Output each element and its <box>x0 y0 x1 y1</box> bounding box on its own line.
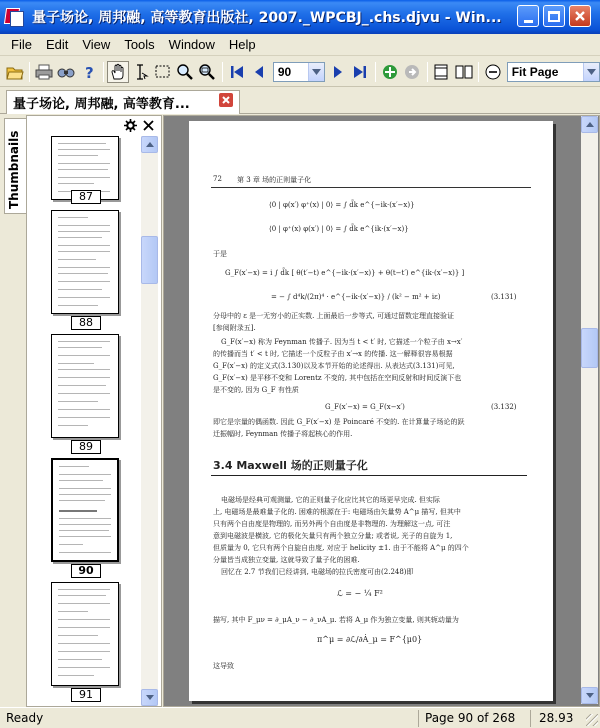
equation: ℒ = − ¼ F² <box>337 589 383 598</box>
next-page-icon[interactable] <box>327 61 348 83</box>
menu-bar <box>0 34 600 56</box>
thumbnails-side-tab-label: Thumbnails <box>7 130 21 209</box>
page-header-title: 第 3 章 场的正则量子化 <box>237 176 312 184</box>
paragraph-line: 是不变的, 因为 G_F 有性质 <box>213 386 299 394</box>
document-scrollbar[interactable] <box>581 116 598 704</box>
thumbnail-label-selected[interactable]: 90 <box>71 564 101 578</box>
page-header-number: 72 <box>213 175 222 183</box>
paragraph-line: 但质量为 0, 它只有两个自旋自由度, 对应于 helicity ±1. 由于不能将 A^μ 的四个 <box>213 544 469 552</box>
zoom-combo[interactable] <box>507 62 600 82</box>
maximize-button[interactable] <box>543 5 565 27</box>
thumbnails-header <box>27 116 161 136</box>
window-title: 量子场论, 周邦融, 高等教育出版社, 2007._WPCBJ_.chs.djvu - Win... <box>32 10 502 26</box>
paragraph-line: G_F(x′−x) 的定义式(3.130)以及本节开始的论述得出. 从表达式(3.131)可见, <box>213 362 455 370</box>
paragraph-line: 描写, 其中 F_μν = ∂_μA_ν − ∂_νA_μ. 若将 A_μ 作为独立变量, 则其轭动量为 <box>213 616 459 624</box>
thumbnail-label[interactable]: 91 <box>71 688 101 702</box>
gear-icon[interactable] <box>124 119 137 135</box>
position-readout: 28.93 <box>530 710 586 727</box>
document-view[interactable] <box>163 115 600 707</box>
select-text-icon[interactable] <box>130 61 151 83</box>
scroll-down-icon[interactable] <box>141 689 158 706</box>
equation: π^μ = ∂ℒ/∂Ȧ_μ = F^{μ0} <box>317 635 423 644</box>
paragraph-line: [参阅附录五]. <box>213 324 256 332</box>
help-icon[interactable] <box>78 61 99 83</box>
thumbnail-page-selected[interactable] <box>51 458 119 562</box>
paragraph-line: G_F(x′−x) 是平移不变和 Lorentz 不变的, 其中包括在空间反射和时间反演下也 <box>213 374 462 382</box>
equation: ⟨0 | φ⁺(x) φ(x′) | 0⟩ = ∫ d̃k e^{ik·(x′−x)} <box>269 225 409 233</box>
select-rect-icon[interactable] <box>152 61 173 83</box>
close-tab-icon[interactable] <box>219 93 233 107</box>
equation: ⟨0 | φ(x′) φ⁺(x) | 0⟩ = ∫ d̃k e^{−ik·(x′−x)} <box>269 201 415 209</box>
toolbar <box>0 57 600 87</box>
single-page-icon[interactable] <box>431 61 452 83</box>
status-bar <box>0 707 600 728</box>
paragraph-line: 上, 电磁场是最难量子化的. 困难的根源在于: 电磁场由矢量势 A^μ 描写, 但其中 <box>213 508 461 516</box>
zoom-rect-icon[interactable] <box>197 61 218 83</box>
tab-strip <box>0 88 600 114</box>
paragraph-text: 于是 <box>213 250 227 258</box>
paragraph-line: 只有两个自由度是物理的, 而另外两个自由度是非物理的. 为理解这一点, 可注 <box>213 520 451 528</box>
equation: = − ∫ d⁴k/(2π)⁴ · e^{−ik·(x′−x)} / (k² − m² + iε) <box>271 293 441 301</box>
equation: G_F(x′−x) = i ∫ d̃k [ θ(t′−t) e^{−ik·(x′−x)} + θ(t−t′) e^{ik·(x′−x)} ] <box>225 269 465 277</box>
thumbnail-page[interactable] <box>51 334 119 438</box>
document-tab-label: 量子场论, 周邦融, 高等教育... <box>13 97 190 112</box>
scroll-down-icon[interactable] <box>581 687 598 704</box>
scroll-up-icon[interactable] <box>581 116 598 133</box>
paragraph-line: 这导致 <box>213 662 234 670</box>
scrollbar-thumb[interactable] <box>141 236 158 284</box>
minimize-button[interactable] <box>517 5 539 27</box>
page-number-value: 90 <box>277 64 292 79</box>
scrollbar-thumb[interactable] <box>581 328 598 368</box>
thumbnail-page[interactable] <box>51 210 119 314</box>
thumbnail-label[interactable]: 87 <box>71 190 101 204</box>
last-page-icon[interactable] <box>350 61 371 83</box>
close-button[interactable] <box>569 5 591 27</box>
equation-number: (3.131) <box>491 293 517 301</box>
page-number-combo[interactable] <box>273 62 325 82</box>
paragraph-line: 意到电磁波是横波, 它的极化矢量只有两个独立分量; 或者说, 光子的自旋为 1, <box>213 532 453 540</box>
thumbnail-page[interactable] <box>51 582 119 686</box>
section-heading: 3.4 Maxwell 场的正则量子化 <box>213 459 368 472</box>
menu-edit[interactable]: Edit <box>45 37 69 52</box>
title-bar[interactable] <box>0 0 600 34</box>
menu-view[interactable]: View <box>82 37 111 52</box>
first-page-icon[interactable] <box>226 61 247 83</box>
thumbnail-label[interactable]: 88 <box>71 316 101 330</box>
close-panel-icon[interactable] <box>143 120 154 134</box>
find-icon[interactable] <box>56 61 77 83</box>
thumbnails-scrollbar[interactable] <box>141 136 158 706</box>
app-icon <box>4 6 26 28</box>
menu-file[interactable]: File <box>11 37 32 52</box>
thumbnail-label[interactable]: 89 <box>71 440 101 454</box>
zoom-value: Fit Page <box>511 64 559 79</box>
menu-help[interactable]: Help <box>228 37 256 52</box>
document-page <box>189 121 553 701</box>
paragraph-line: 的传播而当 t′ < t 时, 它描述一个反粒子由 x′→x 的传播. 这一解释很容易根据 <box>213 350 453 358</box>
chevron-down-icon[interactable] <box>308 63 324 81</box>
facing-pages-icon[interactable] <box>453 61 474 83</box>
document-tab[interactable] <box>6 90 240 114</box>
page-info: Page 90 of 268 <box>418 710 530 727</box>
status-text: Ready <box>6 711 44 725</box>
paragraph-line: 迁振幅时, Feynman 传播子将起核心的作用. <box>213 430 353 438</box>
thumbnails-panel <box>26 115 162 707</box>
paragraph-line: 回忆在 2.7 节我们已经讲到, 电磁场的拉氏密度可由(2.248)即 <box>221 568 414 576</box>
chevron-down-icon[interactable] <box>583 63 599 81</box>
scroll-up-icon[interactable] <box>141 136 158 153</box>
menu-tools[interactable]: Tools <box>124 37 155 52</box>
thumbnails-side-tab[interactable] <box>4 118 26 214</box>
paragraph-line: 即它是宗量的偶函数. 因此 G_F(x′−x) 是 Poincaré 不变的. 在计算量子场论的跃 <box>213 418 465 426</box>
print-icon[interactable] <box>33 61 54 83</box>
forward-icon[interactable] <box>401 61 422 83</box>
equation-number: (3.132) <box>491 403 517 411</box>
equation: G_F(x′−x) = G_F(x−x′) <box>325 403 405 411</box>
menu-window[interactable]: Window <box>168 37 215 52</box>
paragraph-line: 分量皆当成独立变量, 这就导致了量子化的困难. <box>213 556 360 564</box>
paragraph-line: 分母中的 ε 是一无穷小的正实数. 上面最后一步等式, 可通过留数定理直接验证 <box>213 312 454 320</box>
paragraph-line: G_F(x′−x) 称为 Feynman 传播子. 因为当 t < t′ 时, 它描述一个粒子由 x→x′ <box>221 338 463 346</box>
open-icon[interactable] <box>4 61 25 83</box>
hand-icon[interactable] <box>107 61 128 83</box>
paragraph-line: 电磁场是经典可观测量, 它的正则量子化应比其它的场更早完成. 但实际 <box>221 496 440 504</box>
zoom-out-icon[interactable] <box>482 61 503 83</box>
prev-page-icon[interactable] <box>249 61 270 83</box>
back-icon[interactable] <box>379 61 400 83</box>
svg-text:?: ? <box>84 63 94 81</box>
resize-grip[interactable] <box>586 714 598 726</box>
zoom-icon[interactable] <box>174 61 195 83</box>
